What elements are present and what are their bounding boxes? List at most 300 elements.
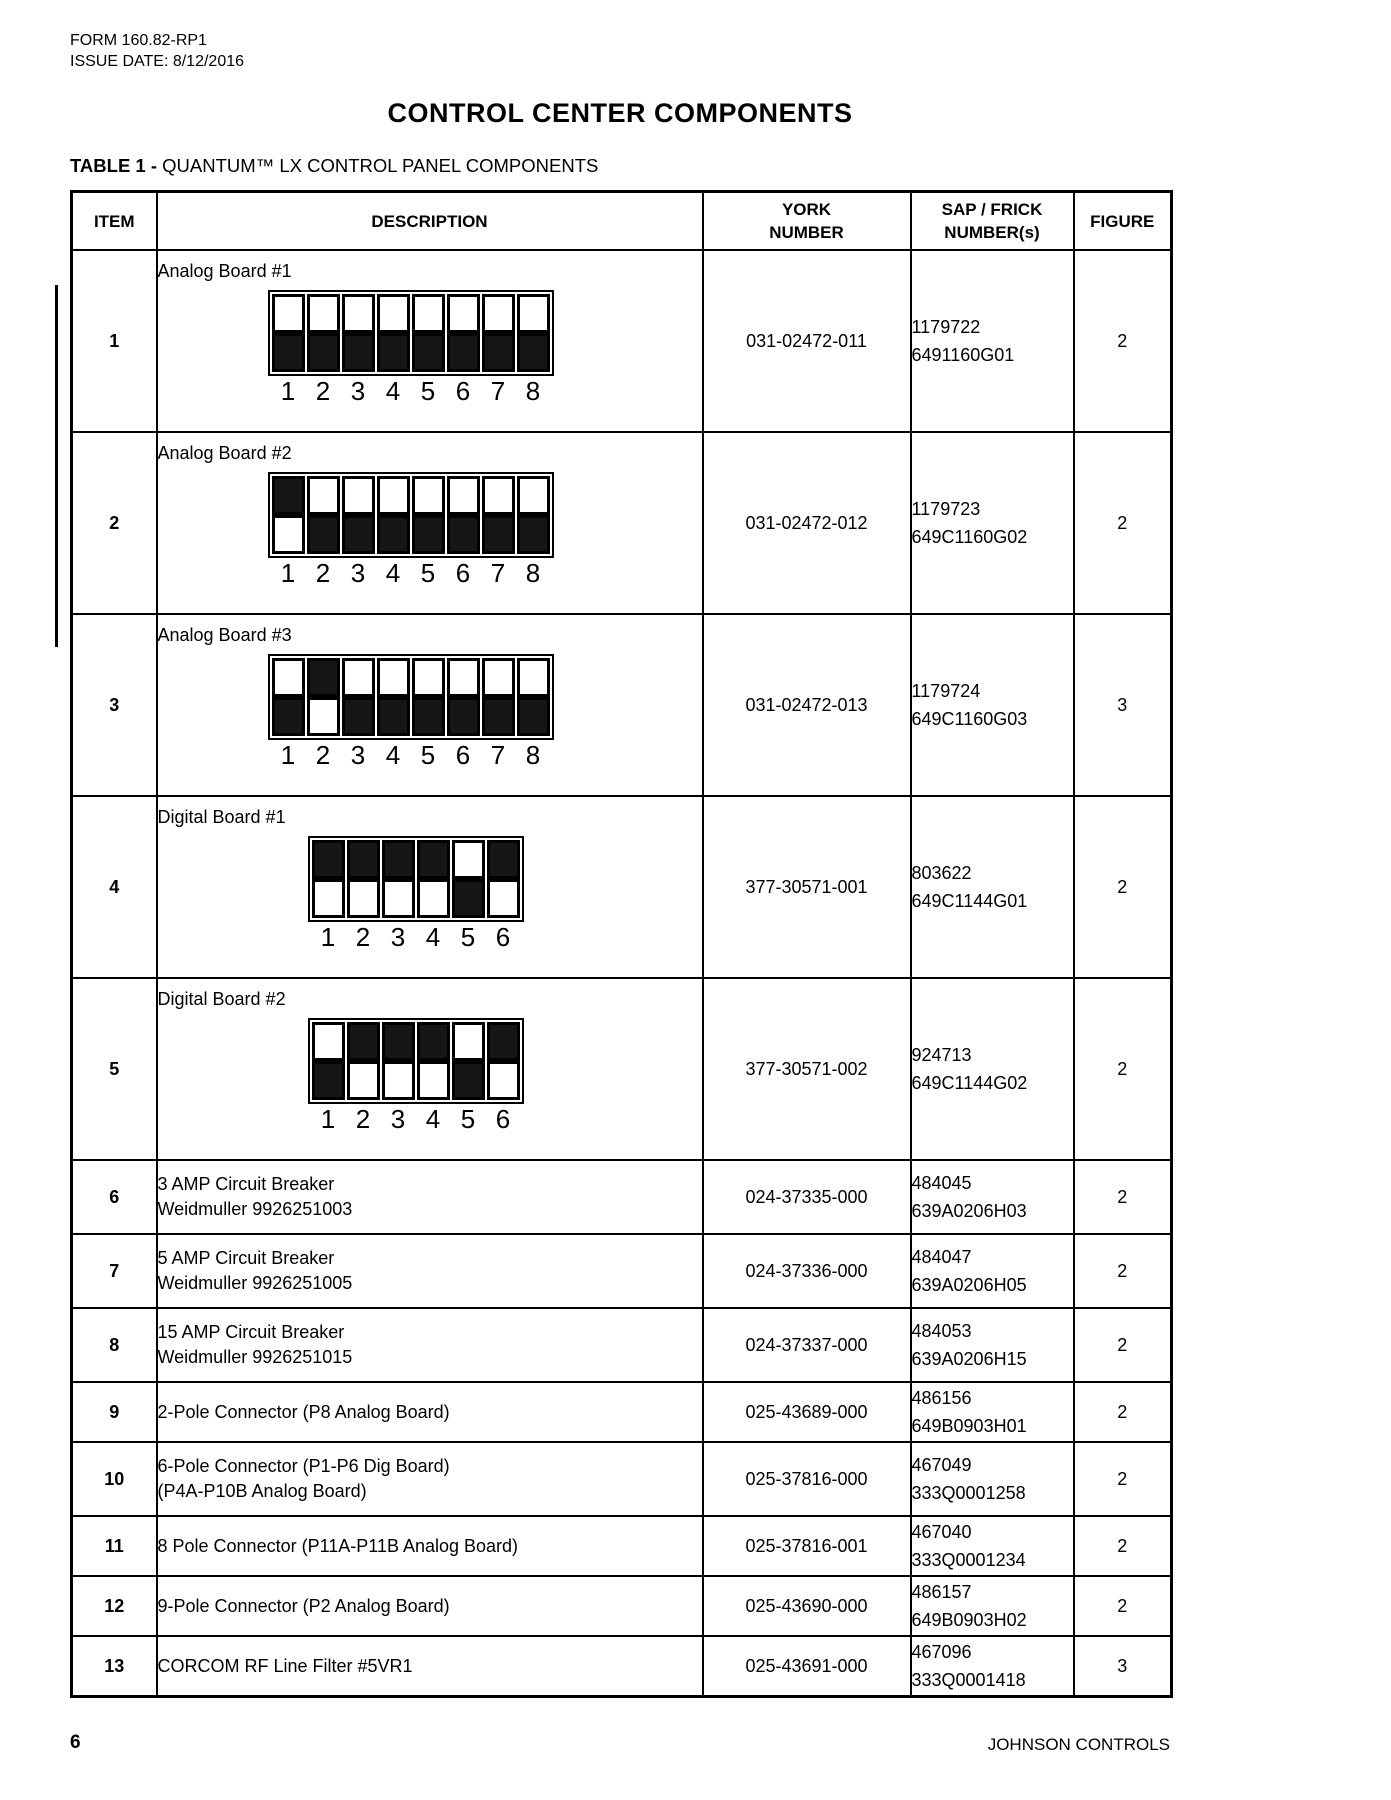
dip-switch-bottom-cell	[382, 879, 415, 918]
dip-switch-bottom-cell	[487, 1061, 520, 1100]
sap-frick-cell	[911, 1636, 1074, 1697]
dip-switch-top-cell	[377, 658, 410, 697]
sap-frick-number: 467040	[911, 1522, 972, 1542]
dip-switch-bottom-cell	[417, 879, 450, 918]
table-row	[72, 978, 1172, 1160]
dip-switch	[312, 1022, 345, 1100]
dip-switch	[517, 476, 550, 554]
dip-switch	[377, 476, 410, 554]
dip-switch-labels	[312, 1104, 702, 1134]
york-number-cell	[703, 796, 911, 978]
item-cell	[72, 1636, 157, 1697]
dip-switch-bottom-cell	[447, 515, 480, 554]
york-number: 025-43691-000	[745, 1655, 868, 1676]
york-number: 031-02472-012	[745, 512, 868, 533]
dip-switch-number: 4	[385, 376, 401, 406]
item-cell	[72, 1160, 157, 1234]
sap-frick-cell	[911, 1234, 1074, 1308]
dip-switch-bottom-cell	[412, 333, 445, 372]
sap-frick-cell	[911, 614, 1074, 796]
parts-table-wrap	[70, 190, 1173, 1698]
figure-number: 2	[1117, 876, 1128, 897]
dip-switch-top-cell	[447, 658, 480, 697]
dip-switch	[272, 294, 305, 372]
dip-switch-labels	[272, 740, 702, 770]
figure-number: 2	[1117, 1401, 1128, 1422]
dip-switch-diagram	[268, 290, 702, 404]
figure-number: 3	[1117, 694, 1128, 715]
description-line: Weidmuller 9926251003	[157, 1199, 353, 1219]
dip-switch	[447, 658, 480, 736]
sap-frick-number: 649C1160G03	[911, 709, 1028, 729]
parts-table	[70, 190, 1173, 1698]
dip-switch	[272, 476, 305, 554]
table-caption-text: QUANTUM™ LX CONTROL PANEL COMPONENTS	[162, 155, 599, 176]
item-number: 9	[109, 1401, 120, 1422]
dip-switch-top-cell	[482, 476, 515, 515]
sap-frick-number: 484045	[911, 1173, 972, 1193]
figure-cell	[1074, 1160, 1172, 1234]
form-number: FORM 160.82-RP1	[70, 32, 207, 49]
figure-cell	[1074, 1636, 1172, 1697]
table-row	[72, 1442, 1172, 1516]
sap-frick-number: 639A0206H15	[911, 1349, 1027, 1369]
sap-frick-number: 803622	[911, 863, 972, 883]
sap-frick-cell	[911, 250, 1074, 432]
dip-switch-number: 3	[390, 922, 406, 952]
dip-switch	[487, 840, 520, 918]
figure-cell	[1074, 1234, 1172, 1308]
dip-switch-block	[308, 1018, 524, 1104]
figure-cell	[1074, 796, 1172, 978]
dip-switch-top-cell	[342, 476, 375, 515]
york-number: 031-02472-013	[745, 694, 868, 715]
table-row	[72, 1160, 1172, 1234]
sap-frick-cell	[911, 1516, 1074, 1576]
york-number-cell	[703, 1308, 911, 1382]
item-number: 6	[109, 1186, 120, 1207]
sap-frick-number: 649C1144G01	[911, 891, 1028, 911]
description-line: 2-Pole Connector (P8 Analog Board)	[157, 1401, 450, 1422]
dip-switch	[307, 476, 340, 554]
dip-switch	[412, 294, 445, 372]
dip-switch-number: 2	[315, 558, 331, 588]
dip-switch	[377, 294, 410, 372]
dip-switch-bottom-cell	[452, 879, 485, 918]
dip-switch-diagram	[308, 1018, 702, 1132]
dip-switch-number: 6	[495, 922, 511, 952]
dip-switch-block	[268, 654, 554, 740]
item-number: 4	[109, 876, 120, 897]
sap-frick-number: 333Q0001418	[911, 1670, 1026, 1690]
dip-switch-top-cell	[307, 476, 340, 515]
figure-cell	[1074, 1442, 1172, 1516]
dip-switch-top-cell	[447, 476, 480, 515]
dip-switch-number: 6	[455, 376, 471, 406]
dip-switch-labels	[272, 376, 702, 406]
dip-switch-top-cell	[412, 294, 445, 333]
description-cell	[157, 1516, 703, 1576]
item-number: 12	[104, 1595, 125, 1616]
york-number-cell	[703, 1382, 911, 1442]
dip-switch-top-cell	[487, 1022, 520, 1061]
sap-frick-number: 649B0903H01	[911, 1416, 1027, 1436]
item-cell	[72, 250, 157, 432]
table-row	[72, 796, 1172, 978]
dip-switch-bottom-cell	[517, 697, 550, 736]
dip-switch-top-cell	[417, 840, 450, 879]
dip-switch-top-cell	[312, 1022, 345, 1061]
dip-switch-top-cell	[272, 476, 305, 515]
dip-switch	[412, 476, 445, 554]
dip-switch	[307, 658, 340, 736]
sap-frick-number: 649B0903H02	[911, 1610, 1027, 1630]
figure-cell	[1074, 1576, 1172, 1636]
description-cell	[157, 1308, 703, 1382]
dip-switch-number: 2	[355, 922, 371, 952]
dip-switch-number: 6	[495, 1104, 511, 1134]
sap-frick-cell	[911, 432, 1074, 614]
item-cell	[72, 1576, 157, 1636]
dip-switch	[412, 658, 445, 736]
table-row	[72, 432, 1172, 614]
york-number-cell	[703, 614, 911, 796]
dip-switch-number: 2	[315, 376, 331, 406]
sap-frick-number: 1179724	[911, 681, 981, 701]
sap-frick-number: 484047	[911, 1247, 972, 1267]
sap-frick-cell	[911, 1308, 1074, 1382]
dip-switch-bottom-cell	[307, 515, 340, 554]
dip-switch-bottom-cell	[377, 333, 410, 372]
dip-switch-bottom-cell	[517, 515, 550, 554]
dip-switch-bottom-cell	[347, 879, 380, 918]
dip-switch-top-cell	[272, 294, 305, 333]
item-number: 10	[104, 1468, 125, 1489]
column-header-figure: FIGURE	[1074, 192, 1172, 251]
dip-switch-number: 3	[350, 558, 366, 588]
dip-switch-number: 7	[490, 376, 506, 406]
description-cell	[157, 1636, 703, 1697]
dip-switch-bottom-cell	[377, 697, 410, 736]
dip-switch-top-cell	[382, 840, 415, 879]
description-cell	[157, 250, 703, 432]
dip-switch-number: 3	[350, 376, 366, 406]
dip-switch-top-cell	[342, 294, 375, 333]
dip-switch-number: 8	[525, 740, 541, 770]
description-line: 5 AMP Circuit Breaker	[157, 1248, 335, 1268]
dip-switch-top-cell	[342, 658, 375, 697]
york-number-cell	[703, 1516, 911, 1576]
dip-switch-bottom-cell	[482, 515, 515, 554]
dip-switch-number: 4	[385, 558, 401, 588]
figure-cell	[1074, 1516, 1172, 1576]
dip-switch-labels	[312, 922, 702, 952]
dip-switch-number: 6	[455, 558, 471, 588]
sap-frick-cell	[911, 1576, 1074, 1636]
sap-frick-number: 333Q0001258	[911, 1483, 1026, 1503]
dip-switch-bottom-cell	[347, 1061, 380, 1100]
york-number: 024-37336-000	[745, 1260, 868, 1281]
dip-switch-top-cell	[412, 476, 445, 515]
dip-switch-top-cell	[417, 1022, 450, 1061]
description-cell	[157, 1234, 703, 1308]
dip-switch	[382, 840, 415, 918]
description-line: 15 AMP Circuit Breaker	[157, 1322, 345, 1342]
dip-switch-bottom-cell	[452, 1061, 485, 1100]
dip-switch-number: 1	[280, 376, 296, 406]
dip-switch-number: 4	[425, 922, 441, 952]
board-label: Analog Board #3	[157, 625, 292, 645]
dip-switch-top-cell	[447, 294, 480, 333]
dip-switch-number: 8	[525, 558, 541, 588]
dip-switch-bottom-cell	[312, 1061, 345, 1100]
dip-switch-number: 2	[315, 740, 331, 770]
dip-switch	[452, 1022, 485, 1100]
figure-number: 2	[1117, 1535, 1128, 1556]
column-header-item: ITEM	[72, 192, 157, 251]
dip-switch-number: 5	[420, 740, 436, 770]
dip-switch	[347, 840, 380, 918]
sap-frick-cell	[911, 1442, 1074, 1516]
dip-switch-top-cell	[452, 840, 485, 879]
york-number-cell	[703, 250, 911, 432]
dip-switch	[417, 840, 450, 918]
dip-switch-number: 5	[420, 558, 436, 588]
dip-switch-number: 8	[525, 376, 541, 406]
sap-frick-cell	[911, 1160, 1074, 1234]
york-number-cell	[703, 1160, 911, 1234]
dip-switch	[447, 294, 480, 372]
york-number: 024-37337-000	[745, 1334, 868, 1355]
board-label: Analog Board #2	[157, 443, 292, 463]
dip-switch-bottom-cell	[517, 333, 550, 372]
description-line: 6-Pole Connector (P1-P6 Dig Board)	[157, 1456, 450, 1476]
revision-change-bar	[55, 285, 58, 647]
table-row	[72, 1576, 1172, 1636]
dip-switch-bottom-cell	[447, 697, 480, 736]
dip-switch-top-cell	[517, 476, 550, 515]
item-number: 1	[109, 330, 120, 351]
dip-switch-bottom-cell	[312, 879, 345, 918]
dip-switch-bottom-cell	[272, 333, 305, 372]
item-cell	[72, 432, 157, 614]
sap-frick-number: 639A0206H03	[911, 1201, 1027, 1221]
item-cell	[72, 1516, 157, 1576]
dip-switch	[382, 1022, 415, 1100]
dip-switch-bottom-cell	[307, 697, 340, 736]
york-number: 024-37335-000	[745, 1186, 868, 1207]
item-cell	[72, 1442, 157, 1516]
dip-switch	[452, 840, 485, 918]
table-row	[72, 250, 1172, 432]
dip-switch-top-cell	[347, 1022, 380, 1061]
sap-frick-cell	[911, 796, 1074, 978]
table-caption-number: TABLE 1 -	[70, 155, 163, 176]
york-number-cell	[703, 1442, 911, 1516]
figure-cell	[1074, 1382, 1172, 1442]
dip-switch-top-cell	[377, 476, 410, 515]
figure-number: 2	[1117, 1058, 1128, 1079]
dip-switch	[347, 1022, 380, 1100]
sap-frick-number: 1179722	[911, 317, 981, 337]
dip-switch-bottom-cell	[412, 697, 445, 736]
york-number: 377-30571-001	[745, 876, 868, 897]
figure-number: 2	[1117, 1468, 1128, 1489]
figure-number: 2	[1117, 1334, 1128, 1355]
table-caption	[70, 155, 598, 177]
column-header-description: DESCRIPTION	[157, 192, 703, 251]
item-number: 8	[109, 1334, 120, 1355]
york-number: 025-37816-001	[745, 1535, 868, 1556]
sap-frick-cell	[911, 978, 1074, 1160]
dip-switch-block	[268, 290, 554, 376]
sap-frick-cell	[911, 1382, 1074, 1442]
item-cell	[72, 1234, 157, 1308]
dip-switch-top-cell	[382, 1022, 415, 1061]
dip-switch	[342, 476, 375, 554]
dip-switch-bottom-cell	[342, 515, 375, 554]
dip-switch-diagram	[268, 654, 702, 768]
board-label: Digital Board #1	[157, 807, 286, 827]
dip-switch	[272, 658, 305, 736]
board-label: Analog Board #1	[157, 261, 292, 281]
description-cell	[157, 1382, 703, 1442]
dip-switch	[342, 658, 375, 736]
dip-switch-bottom-cell	[482, 333, 515, 372]
item-cell	[72, 1308, 157, 1382]
dip-switch	[342, 294, 375, 372]
figure-cell	[1074, 614, 1172, 796]
dip-switch-number: 4	[385, 740, 401, 770]
sap-frick-number: 486156	[911, 1388, 972, 1408]
table-row	[72, 1382, 1172, 1442]
figure-number: 2	[1117, 1260, 1128, 1281]
dip-switch-number: 5	[460, 1104, 476, 1134]
table-row	[72, 1516, 1172, 1576]
figure-number: 2	[1117, 1595, 1128, 1616]
york-number: 025-37816-000	[745, 1468, 868, 1489]
dip-switch-bottom-cell	[412, 515, 445, 554]
item-number: 2	[109, 512, 120, 533]
description-line: 3 AMP Circuit Breaker	[157, 1174, 335, 1194]
dip-switch	[312, 840, 345, 918]
dip-switch	[482, 476, 515, 554]
item-cell	[72, 796, 157, 978]
dip-switch-number: 7	[490, 558, 506, 588]
sap-frick-number: 486157	[911, 1582, 972, 1602]
sap-frick-number: 649C1160G02	[911, 527, 1028, 547]
dip-switch-bottom-cell	[487, 879, 520, 918]
dip-switch-top-cell	[272, 658, 305, 697]
dip-switch-bottom-cell	[342, 333, 375, 372]
table-row	[72, 1234, 1172, 1308]
figure-number: 2	[1117, 512, 1128, 533]
dip-switch	[517, 658, 550, 736]
description-cell	[157, 796, 703, 978]
dip-switch-number: 1	[320, 922, 336, 952]
description-line: Weidmuller 9926251005	[157, 1273, 353, 1293]
dip-switch-top-cell	[487, 840, 520, 879]
description-cell	[157, 1576, 703, 1636]
dip-switch-top-cell	[482, 294, 515, 333]
sap-frick-number: 6491160G01	[911, 345, 1015, 365]
description-line: (P4A-P10B Analog Board)	[157, 1481, 367, 1501]
dip-switch-top-cell	[517, 658, 550, 697]
item-cell	[72, 978, 157, 1160]
figure-cell	[1074, 432, 1172, 614]
dip-switch-top-cell	[312, 840, 345, 879]
figure-cell	[1074, 978, 1172, 1160]
item-number: 11	[104, 1535, 124, 1556]
column-header-york-number: YORK NUMBER	[703, 192, 911, 251]
dip-switch-top-cell	[517, 294, 550, 333]
table-row	[72, 1308, 1172, 1382]
sap-frick-number: 1179723	[911, 499, 981, 519]
dip-switch-top-cell	[347, 840, 380, 879]
figure-cell	[1074, 1308, 1172, 1382]
dip-switch-labels	[272, 558, 702, 588]
york-number: 031-02472-011	[746, 330, 867, 351]
dip-switch-bottom-cell	[482, 697, 515, 736]
description-cell	[157, 978, 703, 1160]
dip-switch	[487, 1022, 520, 1100]
sap-frick-number: 484053	[911, 1321, 972, 1341]
dip-switch-top-cell	[482, 658, 515, 697]
table-row	[72, 1636, 1172, 1697]
figure-number: 2	[1117, 1186, 1128, 1207]
york-number: 377-30571-002	[745, 1058, 868, 1079]
york-number-cell	[703, 1636, 911, 1697]
item-number: 7	[109, 1260, 120, 1281]
dip-switch-top-cell	[452, 1022, 485, 1061]
dip-switch-number: 1	[320, 1104, 336, 1134]
dip-switch-block	[268, 472, 554, 558]
sap-frick-number: 467049	[911, 1455, 972, 1475]
york-number: 025-43690-000	[745, 1595, 868, 1616]
description-line: 8 Pole Connector (P11A-P11B Analog Board)	[157, 1535, 519, 1556]
dip-switch-number: 5	[420, 376, 436, 406]
york-number-cell	[703, 1234, 911, 1308]
york-number-cell	[703, 978, 911, 1160]
description-cell	[157, 1442, 703, 1516]
dip-switch	[482, 658, 515, 736]
york-number: 025-43689-000	[745, 1401, 868, 1422]
page-number: 6	[70, 1732, 81, 1753]
sap-frick-number: 467096	[911, 1642, 972, 1662]
dip-switch	[517, 294, 550, 372]
dip-switch-number: 2	[355, 1104, 371, 1134]
sap-frick-number: 639A0206H05	[911, 1275, 1027, 1295]
dip-switch-number: 1	[280, 740, 296, 770]
dip-switch-number: 5	[460, 922, 476, 952]
dip-switch-block	[308, 836, 524, 922]
dip-switch-bottom-cell	[272, 515, 305, 554]
sap-frick-number: 333Q0001234	[911, 1550, 1026, 1570]
footer-brand: JOHNSON CONTROLS	[987, 1735, 1170, 1754]
dip-switch-top-cell	[377, 294, 410, 333]
description-line: CORCOM RF Line Filter #5VR1	[157, 1655, 413, 1676]
description-cell	[157, 432, 703, 614]
dip-switch-bottom-cell	[307, 333, 340, 372]
board-label: Digital Board #2	[157, 989, 286, 1009]
table-body	[72, 250, 1172, 1697]
dip-switch-bottom-cell	[377, 515, 410, 554]
item-cell	[72, 1382, 157, 1442]
dip-switch	[482, 294, 515, 372]
sap-frick-number: 649C1144G02	[911, 1073, 1028, 1093]
york-number-cell	[703, 1576, 911, 1636]
dip-switch-number: 3	[390, 1104, 406, 1134]
